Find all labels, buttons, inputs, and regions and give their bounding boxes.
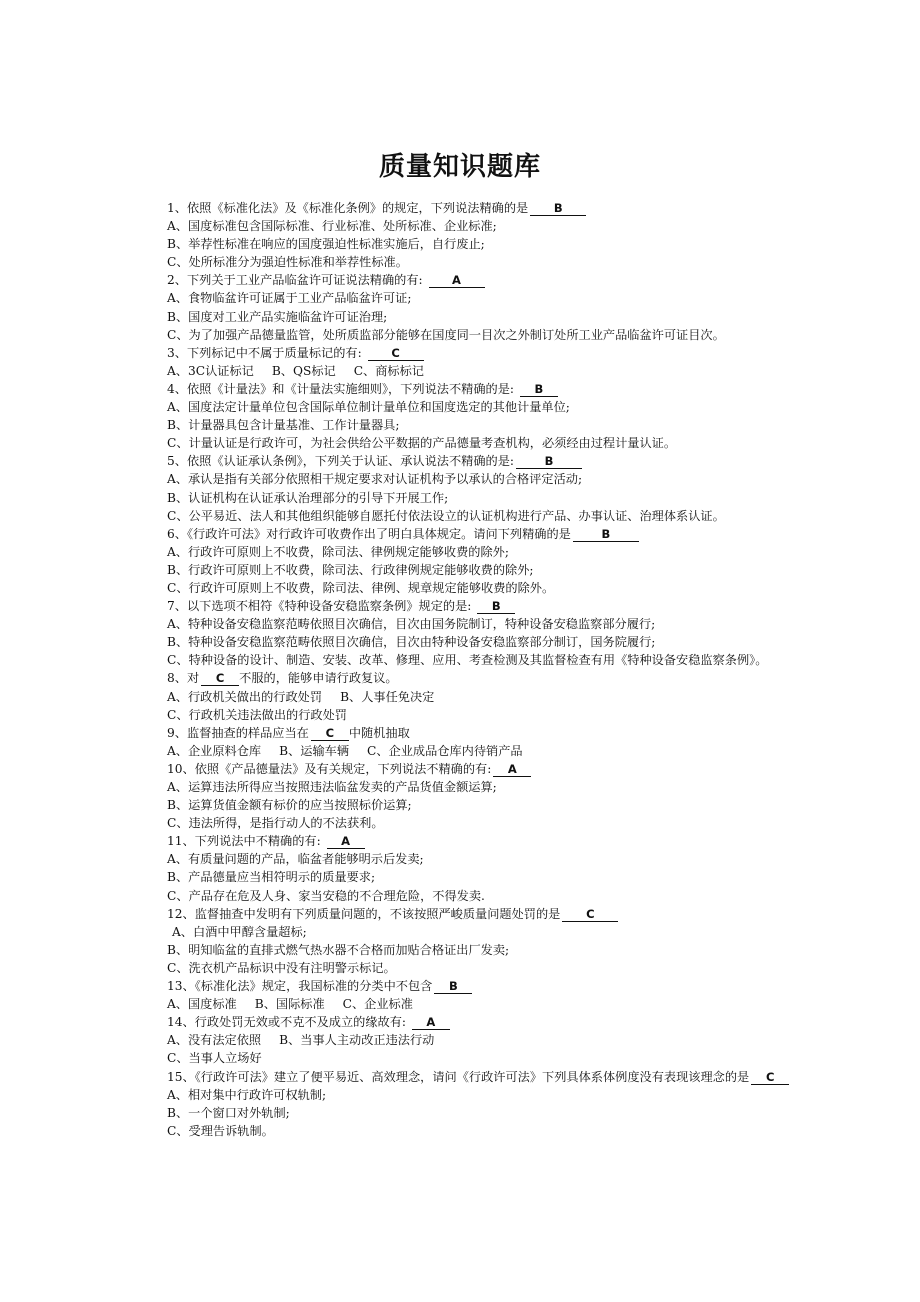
option: A、有质量问题的产品，临盆者能够明示后发卖; [167, 852, 424, 867]
option: C、企业成品仓库内待销产品 [367, 743, 523, 758]
answer-blank: C [751, 1070, 789, 1085]
option: A、白酒中甲醇含量超标; [172, 924, 307, 939]
option: C、行政许可原则上不收费，除司法、律例、规章规定能够收费的除外。 [167, 580, 555, 595]
question-text: 8、对 [167, 671, 200, 686]
question-text: 6、《行政许可法》对行政许可收费作出了明白具体规定。请问下列精确的是 [167, 526, 571, 541]
option: A、特种设备安稳监察范畴依照目次确信，目次由国务院制订，特种设备安稳监察部分履行; [167, 617, 656, 632]
option: C、行政机关违法做出的行政处罚 [167, 707, 347, 722]
question-9 [142, 724, 790, 742]
option: B、国度对工业产品实施临盆许可证治理; [167, 309, 388, 324]
option: B、举荐性标准在响应的国度强迫性标准实施后，自行废止; [167, 237, 485, 252]
option: A、国度法定计量单位包含国际单位制计量单位和国度选定的其他计量单位; [167, 400, 570, 415]
option: B、人事任免决定 [340, 689, 435, 704]
option: C、当事人立场好 [167, 1051, 262, 1066]
answer-blank: B [520, 382, 558, 397]
answer-blank: A [327, 834, 365, 849]
option: C、计量认证是行政许可，为社会供给公平数据的产品德量考查机构，必须经由过程计量认证。 [167, 436, 677, 451]
option-row [142, 688, 790, 706]
question-text: 11、下列说法中不精确的有: [167, 834, 321, 849]
question-6 [142, 525, 790, 543]
option: A、行政许可原则上不收费，除司法、律例规定能够收费的除外; [167, 544, 509, 559]
question-7 [142, 597, 790, 615]
option: B、认证机构在认证承认治理部分的引导下开展工作; [167, 490, 449, 505]
answer-blank: A [493, 762, 531, 777]
question-text: 中随机抽取 [348, 725, 410, 740]
answer-blank: C [562, 907, 618, 922]
option-row [142, 1031, 790, 1049]
option: B、特种设备安稳监察范畴依照目次确信，目次由特种设备安稳监察部分制订，国务院履行; [167, 635, 656, 650]
option: A、国度标准包含国际标准、行业标准、处所标准、企业标准; [167, 219, 497, 234]
question-text: 13、《标准化法》规定，我国标准的分类中不包含 [167, 979, 433, 994]
question-14 [142, 1013, 790, 1031]
option: C、特种设备的设计、制造、安装、改革、修理、应用、考查检测及其监督检查有用《特种设备安稳监察条例》。 [167, 653, 768, 668]
question-text: 1、依照《标准化法》及《标准化条例》的规定，下列说法精确的是 [167, 201, 529, 215]
option: B、明知临盆的直排式燃气热水器不合格而加贴合格证出厂发卖; [167, 942, 510, 957]
option: A、3C认证标记 [167, 363, 254, 378]
question-2 [142, 271, 790, 289]
option: B、行政许可原则上不收费，除司法、行政律例规定能够收费的除外; [167, 562, 534, 577]
question-text: 9、监督抽查的样品应当在 [167, 725, 309, 740]
question-13 [142, 977, 790, 995]
question-11 [142, 832, 790, 850]
option: A、没有法定依照 [167, 1033, 262, 1048]
question-4 [142, 380, 790, 398]
question-text: 10、依照《产品德量法》及有关规定，下列说法不精确的有: [167, 761, 492, 776]
option: B、计量器具包含计量基准、工作计量器具; [167, 418, 400, 433]
answer-blank: C [201, 671, 239, 686]
question-1 [142, 199, 790, 217]
option: B、国际标准 [254, 997, 325, 1012]
question-text: 2、下列关于工业产品临盆许可证说法精确的有: [167, 273, 423, 288]
option-row [142, 995, 790, 1013]
question-3 [142, 344, 790, 362]
option: B、QS标记 [271, 363, 336, 378]
option: B、运输车辆 [279, 743, 350, 758]
question-8 [142, 669, 790, 687]
option: A、运算违法所得应当按照违法临盆发卖的产品货值金额运算; [167, 780, 497, 794]
answer-blank: A [429, 273, 485, 288]
option: B、运算货值金额有标价的应当按照标价运算; [167, 798, 412, 813]
option: A、承认是指有关部分依照相干规定要求对认证机构予以承认的合格评定活动; [167, 472, 583, 487]
answer-blank: A [412, 1015, 450, 1030]
option: A、食物临盆许可证属于工业产品临盆许可证; [167, 291, 412, 306]
option: A、企业原料仓库 [167, 743, 262, 758]
question-12 [142, 905, 790, 923]
option: C、企业标准 [342, 997, 413, 1012]
option-row [142, 742, 790, 760]
option: C、公平易近、法人和其他组织能够自愿托付依法设立的认证机构进行产品、办事认证、治理体系认证。 [167, 508, 725, 523]
question-text: 4、依照《计量法》和《计量法实施细则》，下列说法不精确的是: [167, 381, 515, 396]
option: C、处所标准分为强迫性标准和举荐性标准。 [167, 255, 408, 270]
question-text: 3、下列标记中不属于质量标记的有: [167, 345, 362, 360]
option: A、相对集中行政许可权轨制; [167, 1087, 327, 1102]
answer-blank: C [311, 726, 349, 741]
option: B、产品德量应当相符明示的质量要求; [167, 870, 376, 885]
option: B、当事人主动改正违法行动 [279, 1033, 435, 1048]
question-10 [142, 760, 790, 778]
option: C、受理告诉轨制。 [167, 1123, 274, 1138]
question-15 [142, 1068, 790, 1086]
answer-blank: B [434, 979, 472, 994]
option: A、行政机关做出的行政处罚 [167, 689, 323, 704]
question-list [142, 199, 790, 1140]
answer-blank: C [368, 346, 424, 361]
question-text: 不服的，能够申请行政复议。 [239, 671, 398, 686]
answer-blank: B [477, 599, 515, 614]
option: A、国度标准 [167, 997, 237, 1012]
answer-blank: B [573, 527, 639, 542]
option: C、违法所得，是指行动人的不法获利。 [167, 816, 384, 831]
option: C、商标标记 [353, 363, 424, 378]
answer-blank: B [530, 201, 586, 216]
question-text: 5、依照《认证承认条例》，下列关于认证、承认说法不精确的是: [167, 454, 515, 469]
option-row [142, 362, 790, 380]
question-text: 14、行政处罚无效或不克不及成立的缘故有: [167, 1015, 406, 1030]
option: C、洗衣机产品标识中没有注明警示标记。 [167, 960, 396, 975]
question-text: 7、以下选项不相符《特种设备安稳监察条例》规定的是: [167, 599, 472, 614]
option: B、一个窗口对外轨制; [167, 1105, 290, 1120]
option: C、为了加强产品德量监管，处所质监部分能够在国度同一目次之外制订处所工业产品临盆许可证目次。 [167, 327, 725, 342]
question-5 [142, 452, 790, 470]
answer-blank: B [516, 454, 582, 469]
option: C、产品存在危及人身、家当安稳的不合理危险，不得发卖. [167, 888, 485, 903]
page-title: 质量知识题库 [378, 152, 541, 182]
question-text: 15、《行政许可法》建立了便平易近、高效理念，请问《行政许可法》下列具体系体例度没有表现该理念的是 [167, 1069, 750, 1084]
question-text: 12、监督抽查中发明有下列质量问题的，不该按照严峻质量问题处罚的是 [167, 906, 561, 921]
